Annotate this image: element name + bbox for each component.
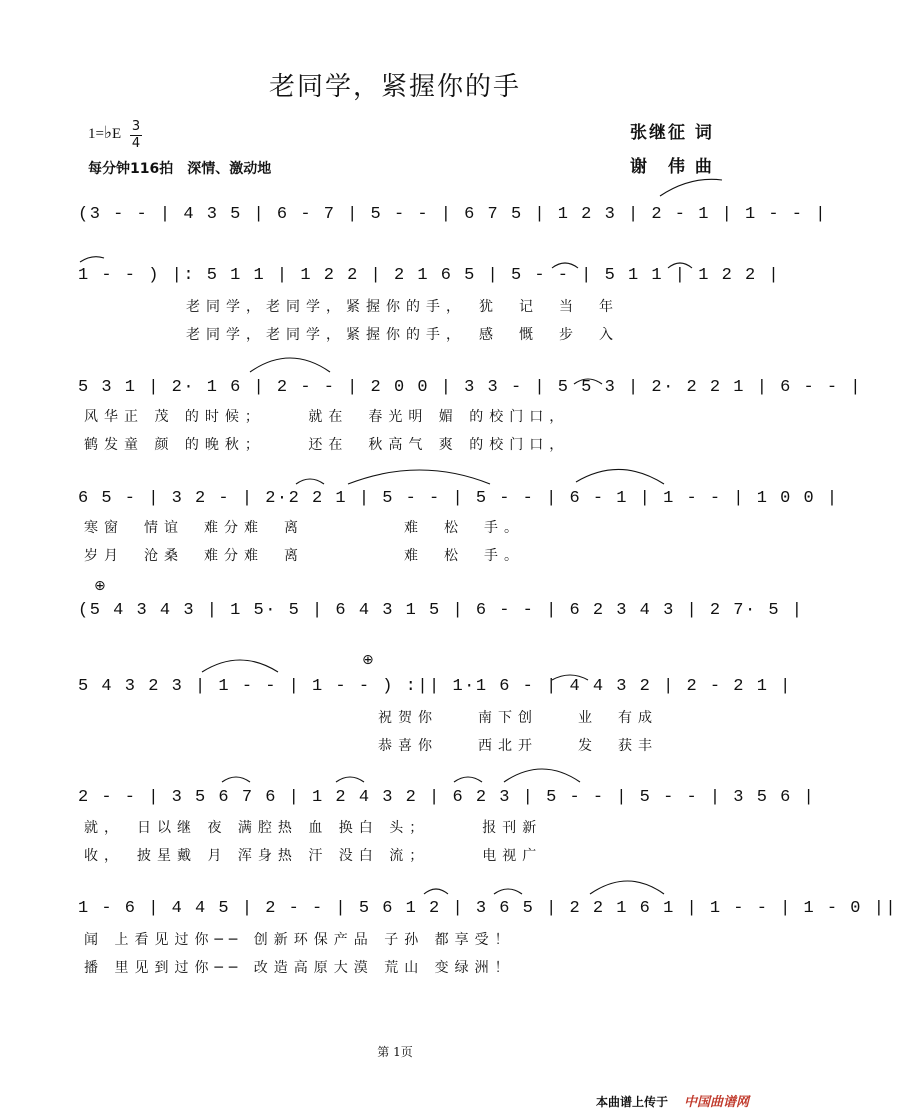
time-top: 3 (131, 119, 141, 134)
lyric-line-3-verse-2: 鹤发童 颜 的晚秋； 还在 秋高气 爽 的校门口， (84, 437, 570, 453)
lyricist-credit: 张继征 词 (630, 123, 714, 143)
slur (250, 358, 330, 372)
notation-line-8: 1 - 6 | 4 4 5 | 2 - - | 5 6 1 2 | 3 6 5 | 2 2 1 6 1 | 1 - - | 1 - 0 || (78, 899, 897, 918)
notation-line-7: 2 - - | 3 5 6 7 6 | 1 2 4 3 2 | 6 2 3 | 5 - - | 5 - - | 3 5 6 | (78, 788, 816, 807)
slur (504, 769, 580, 782)
slur (336, 777, 364, 782)
slur (494, 889, 522, 894)
tempo-marking: 每分钟116拍 深情、激动地 (88, 161, 272, 177)
slur (348, 470, 490, 484)
flat-sign: ♭ (103, 123, 112, 142)
notation-line-5: (5 4 3 4 3 | 1 5· 5 | 6 4 3 1 5 | 6 - - | 6 2 3 4 3 | 2 7· 5 | (78, 601, 804, 620)
key-prefix: 1= (88, 126, 104, 142)
slur (668, 263, 692, 268)
slur (80, 257, 104, 262)
notation-line-1: (3 - - | 4 3 5 | 6 - 7 | 5 - - | 6 7 5 | 1 2 3 | 2 - 1 | 1 - - | (78, 205, 827, 224)
notation-line-6: 5 4 3 2 3 | 1 - - | 1 - - ) :|| 1·1 6 - | 4 4 3 2 | 2 - 2 1 | (78, 677, 792, 696)
lyric-line-7-verse-1: 就， 日以继 夜 满腔热 血 换白 头； 报刊新 (84, 820, 543, 836)
slur (222, 777, 250, 782)
time-bottom: 4 (131, 136, 141, 151)
slur (660, 179, 722, 196)
slur (424, 889, 448, 894)
slur (574, 379, 602, 384)
notation-line-4: 6 5 - | 3 2 - | 2·2 2 1 | 5 - - | 5 - - | 6 - 1 | 1 - - | 1 0 0 | (78, 489, 839, 508)
coda-sign-2: ⊕ (362, 652, 374, 668)
lyric-line-7-verse-2: 收， 披星戴 月 浑身热 汗 没白 流； 电视广 (84, 848, 543, 864)
lyric-line-8-verse-2: 播 里见到过你── 改造高原大漠 荒山 变绿洲！ (84, 960, 515, 976)
slur (202, 660, 278, 672)
lyric-line-6-verse-1: 祝贺你 南下创 业 有成 (378, 710, 658, 726)
coda-sign: ⊕ (94, 578, 106, 594)
slur (590, 881, 664, 894)
notation-line-2: 1 - - ) |: 5 1 1 | 1 2 2 | 2 1 6 5 | 5 - - | 5 1 1 | 1 2 2 | (78, 266, 781, 285)
lyric-line-2-verse-1: 老同学，老同学，紧握你的手， 犹 记 当 年 (186, 299, 619, 315)
site-logo: 中国曲谱网 (684, 1095, 750, 1110)
lyric-line-6-verse-2: 恭喜你 西北开 发 获丰 (378, 738, 658, 754)
slur (552, 675, 588, 680)
slur (454, 777, 482, 782)
notation-line-3: 5 3 1 | 2· 1 6 | 2 - - | 2 0 0 | 3 3 - | 5 5 3 | 2· 2 2 1 | 6 - - | (78, 378, 863, 397)
lyric-line-4-verse-2: 岁月 沧桑 难分难 离 难 松 手。 (84, 548, 524, 564)
composer-credit: 谢 伟 曲 (630, 157, 714, 177)
lyric-line-3-verse-1: 风华正 茂 的时候； 就在 春光明 媚 的校门口， (84, 409, 570, 425)
lyric-line-2-verse-2: 老同学，老同学，紧握你的手， 感 慨 步 入 (186, 327, 619, 343)
upload-note: 本曲谱上传于 (596, 1095, 669, 1109)
slur (576, 469, 664, 484)
slur (552, 263, 578, 268)
page-number: 第 1页 (377, 1045, 413, 1059)
lyric-line-4-verse-1: 寒窗 情谊 难分难 离 难 松 手。 (84, 520, 524, 536)
lyric-line-8-verse-1: 闻 上看见过你── 创新环保产品 子孙 都享受！ (84, 932, 515, 948)
page-title: 老同学，紧握你的手 (268, 72, 521, 102)
slur (296, 479, 324, 484)
key-note: E (112, 126, 122, 142)
